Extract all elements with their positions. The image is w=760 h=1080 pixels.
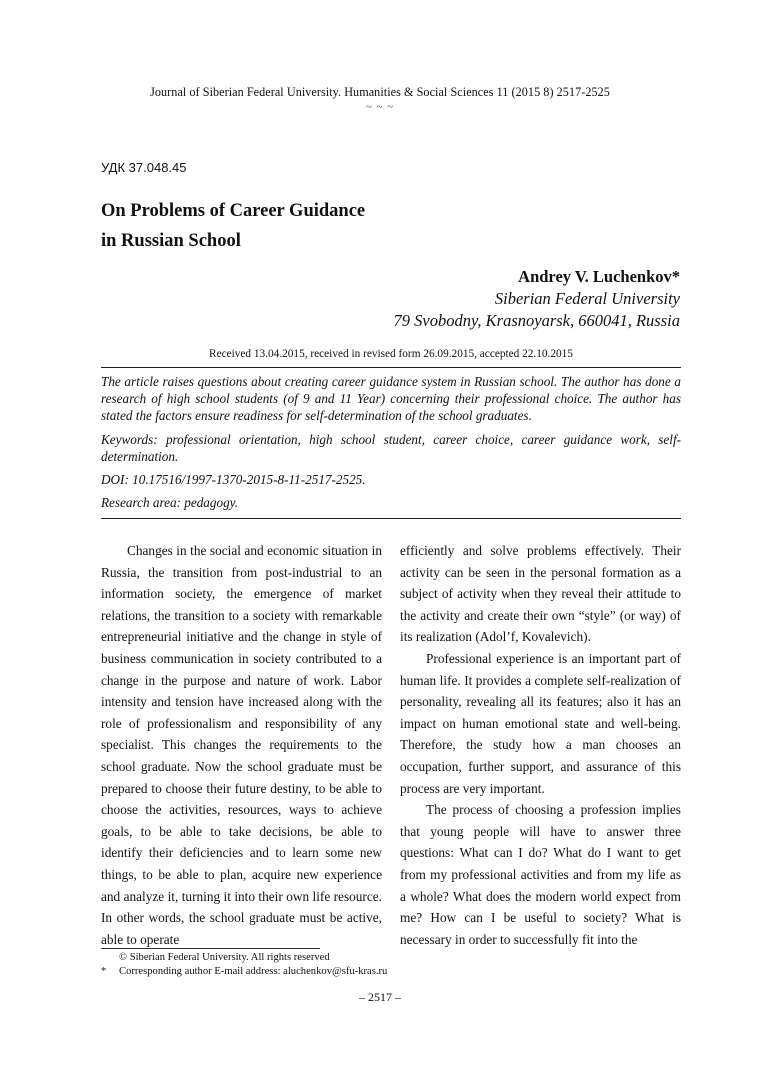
abstract-top-rule xyxy=(101,367,681,368)
title-line-1: On Problems of Career Guidance xyxy=(101,201,366,221)
author-name: Andrey V. Luchenkov* xyxy=(518,267,680,286)
footnote-email-text: Corresponding author E-mail address: aluchenkov@sfu-kras.ru xyxy=(119,966,388,977)
research-area: Research area: pedagogy. xyxy=(101,495,239,511)
abstract-bottom-rule xyxy=(101,518,681,519)
footnote-corresponding xyxy=(101,965,387,979)
author-address: 79 Svobodny, Krasnoyarsk, 660041, Russia xyxy=(393,311,680,330)
page-number: – 2517 – xyxy=(359,990,401,1004)
keywords: Keywords: professional orientation, high school student, career choice, career guidance work, self-determination. xyxy=(101,431,681,464)
body-column-left xyxy=(101,540,382,950)
abstract-block xyxy=(101,373,681,511)
footnote-copyright: © Siberian Federal University. All rights reserved xyxy=(119,952,330,963)
article-title xyxy=(101,196,365,256)
title-line-2: in Russian School xyxy=(101,231,241,251)
udk-code: УДК 37.048.45 xyxy=(101,160,187,175)
body-paragraph: Changes in the social and economic situation in Russia, the transition from post-industrial to an information society, the emergence of market relations, the transition to a society with remarkable entrepreneurial initiative and the change in style of business communication in society contributed to a change in the purpose and nature of work. Labor intensity and tension have increased along with the role of professionalism and responsibility of any specialist. This changes the requirements to the school graduate. Now the school graduate must be prepared to choose their future destiny, to be able to choose the activities, resources, ways to achieve goals, to be able to take decisions, be able to identify their deficiencies and to learn some new things, to be able to plan, acquire new experience and analyze it, turning it into their own life resource. In other words, the school graduate must be active, able to operate xyxy=(101,543,382,947)
author-block xyxy=(394,266,680,332)
body-paragraph: The process of choosing a profession implies that young people will have to answer three questions: What can I do? What do I want to get from my professional activities and from my life as a whole? What does the modern world expect from me? How can I be useful to society? What is necessary in order to successfully fit into the xyxy=(400,802,681,947)
received-dates: Received 13.04.2015, received in revised form 26.09.2015, accepted 22.10.2015 xyxy=(209,348,573,360)
author-affiliation: Siberian Federal University xyxy=(494,289,680,308)
body-column-right xyxy=(400,540,681,950)
footnote-rule xyxy=(101,948,320,949)
abstract-text: The article raises questions about creating career guidance system in Russian school. The author has done a research of high school students (of 9 and 11 Year) concerning their professional choice. The author has stated the factors ensure readiness for self-determination of the school graduates. xyxy=(101,374,681,424)
body-paragraph: Professional experience is an important part of human life. It provides a complete self-realization of personality, revealing all its features; also it has an impact on human emotional state and well-being. Therefore, the study how a man chooses an occupation, further support, and assurance of this process are very important. xyxy=(400,650,681,796)
footnote-marker: * xyxy=(101,966,107,977)
body-paragraph: efficiently and solve problems effectively. Their activity can be seen in the personal formation as a subject of activity when they reveal their attitude to the activity and create their own “style” (or way) of its realization (Adol’f, Kovalevich). xyxy=(400,543,681,645)
journal-header: Journal of Siberian Federal University. Humanities & Social Sciences 11 (2015 8) 2517-2525 xyxy=(150,85,610,99)
header-ornament: ~ ~ ~ xyxy=(365,101,395,113)
doi: DOI: 10.17516/1997-1370-2015-8-11-2517-2525. xyxy=(101,472,366,488)
